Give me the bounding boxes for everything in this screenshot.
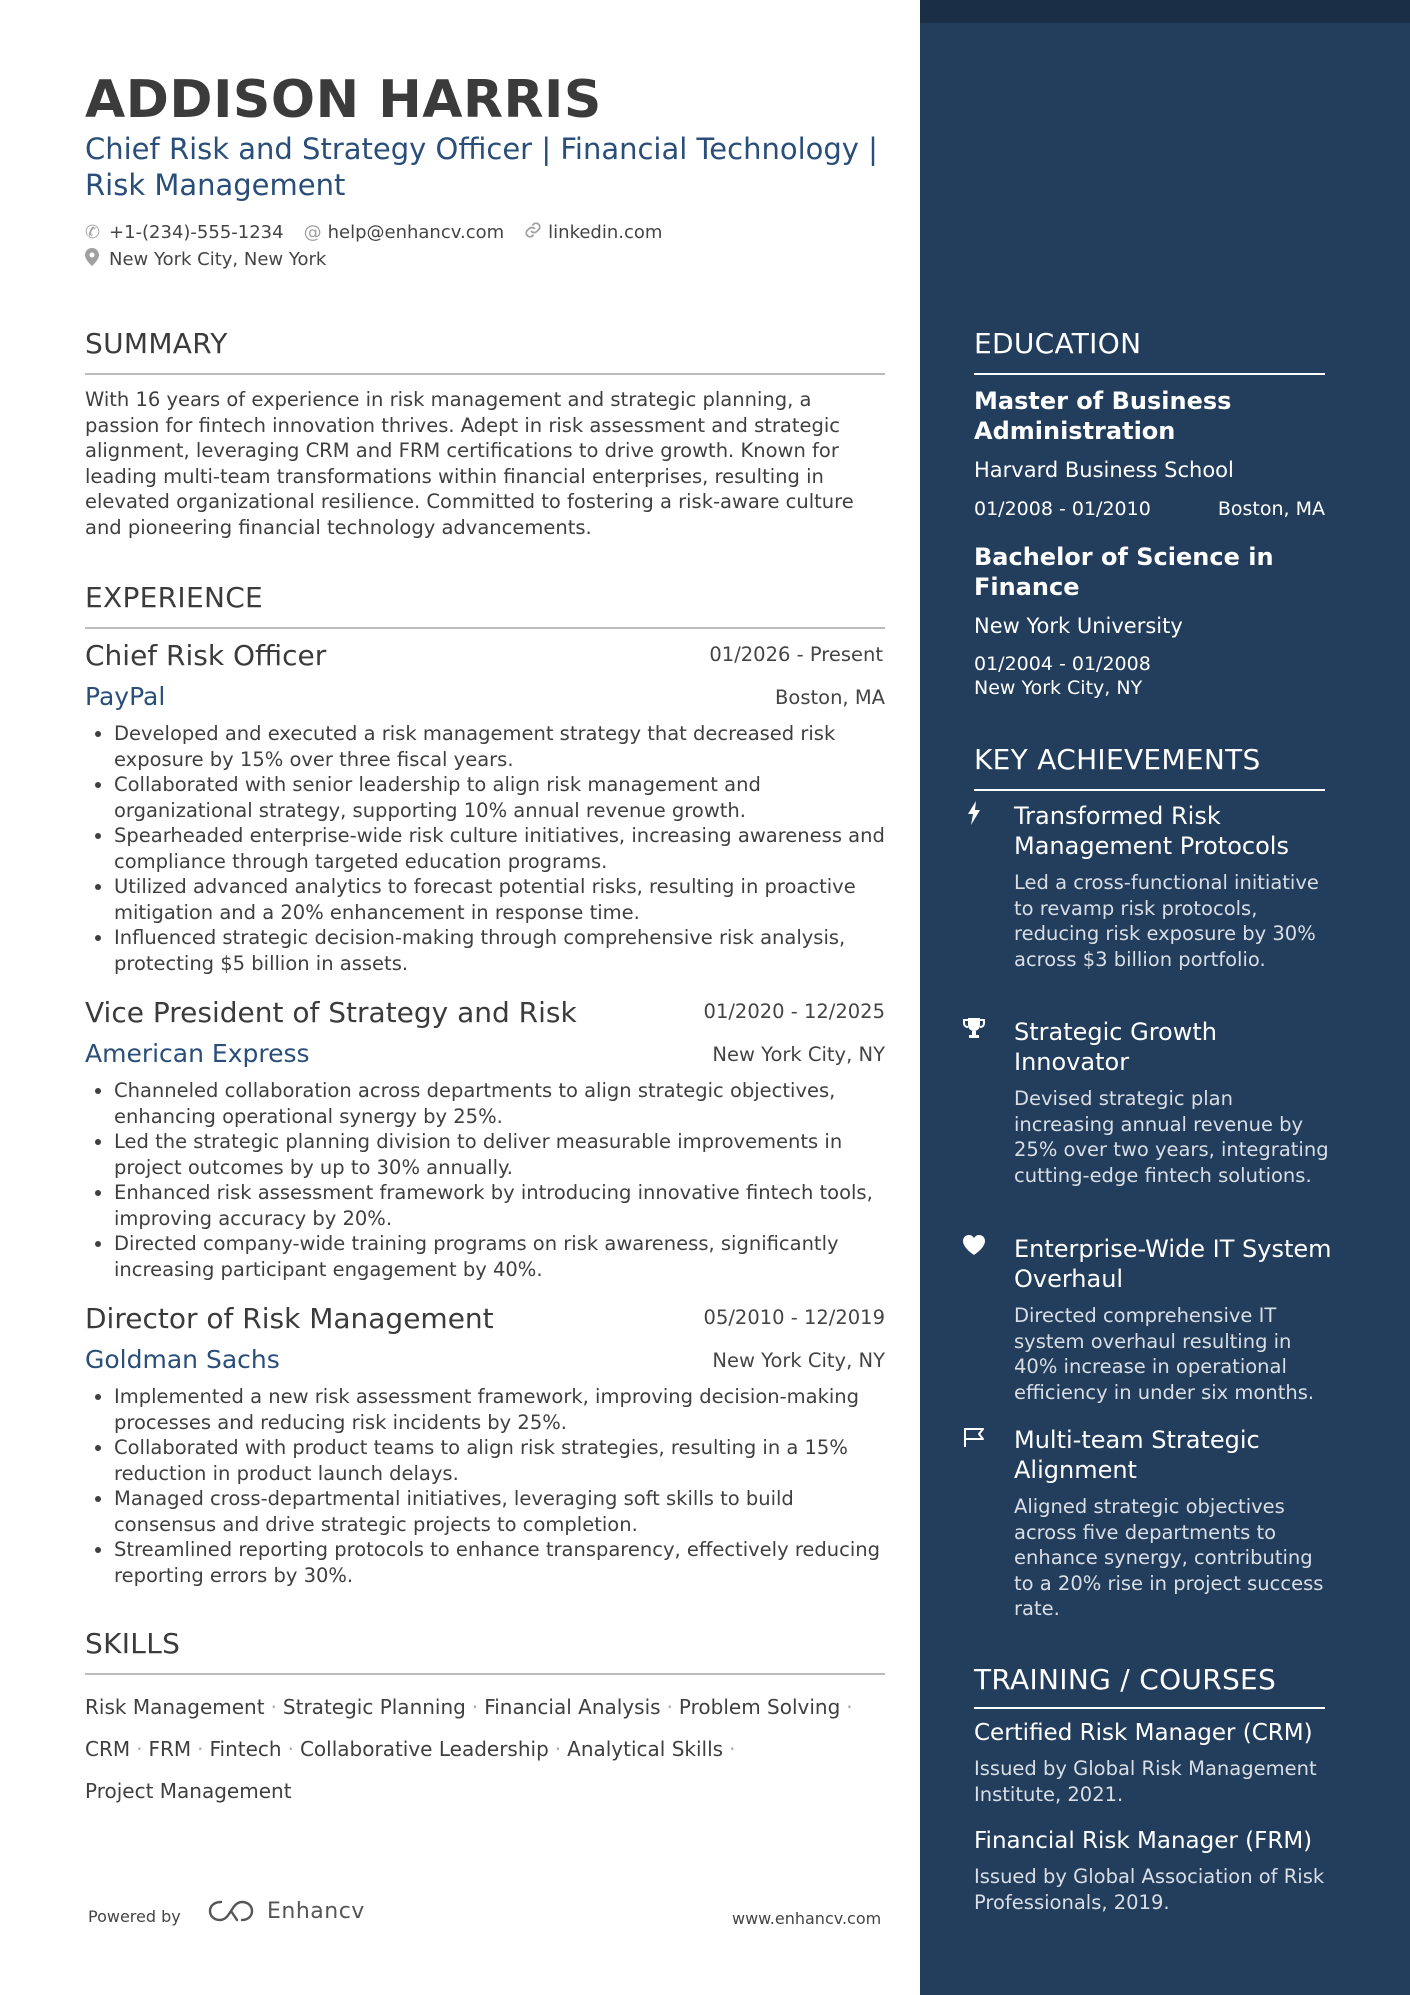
separator: · xyxy=(729,1737,736,1761)
achievements-heading: KEY ACHIEVEMENTS xyxy=(974,743,1261,776)
job-title: Chief Risk Officer xyxy=(85,639,327,672)
company-name: Goldman Sachs xyxy=(85,1345,280,1374)
skill-tag: CRM xyxy=(85,1737,131,1761)
separator: · xyxy=(554,1737,562,1761)
experience-heading: EXPERIENCE xyxy=(85,581,264,614)
skill-tag: Collaborative Leadership xyxy=(299,1737,549,1761)
phone-text: +1-(234)-555-1234 xyxy=(109,222,284,243)
summary-text: With 16 years of experience in risk management and strategic planning, a passion for fintech innovation thrives. Adept in risk assessment and strategic alignment, leveraging CRM and FRM certifications to drive growth. Known for leading multi-team transformations within financial enterprises, resulting in elevated organizational resilience. Committed to fostering a risk-aware culture and pioneering financial technology advancements. xyxy=(85,388,854,539)
enhancv-logo-text: Enhancv xyxy=(267,1898,365,1924)
powered-by-label: Powered by xyxy=(88,1907,181,1926)
skills-heading: SKILLS xyxy=(85,1627,181,1660)
skill-tag: FRM xyxy=(148,1737,192,1761)
contact-info xyxy=(85,219,682,273)
achievement-description: Devised strategic plan increasing annual revenue by 25% over two years, integrating cutting-edge fintech solutions. xyxy=(1014,1087,1329,1187)
course-description: Issued by Global Association of Risk Professionals, 2019. xyxy=(974,1865,1325,1914)
enhancv-logo[interactable] xyxy=(207,1898,365,1924)
list-item: • Utilized advanced analytics to forecast potential risks, resulting in proactive mitigation and a 20% enhancement in response time. xyxy=(114,874,886,925)
separator: · xyxy=(846,1695,853,1719)
skill-tag: Financial Analysis xyxy=(484,1695,661,1719)
job-title: Director of Risk Management xyxy=(85,1302,494,1335)
list-item: • Led the strategic planning division to deliver measurable improvements in project outcomes by up to 30% annually. xyxy=(114,1129,886,1180)
achievement-description: Aligned strategic objectives across five departments to enhance synergy, contributing to a 20% rise in project success rate. xyxy=(1014,1495,1324,1620)
sidebar-top-bar xyxy=(920,0,1410,23)
phone-icon: ✆ xyxy=(85,222,101,243)
separator: · xyxy=(471,1695,479,1719)
achievements-divider xyxy=(974,789,1325,791)
achievement-title: Strategic Growth Innovator xyxy=(1014,1018,1217,1076)
education-dates: 01/2004 - 01/2008 xyxy=(974,653,1151,675)
at-icon: @ xyxy=(303,222,322,243)
achievement-title: Enterprise-Wide IT System Overhaul xyxy=(1014,1235,1332,1293)
linkedin-text[interactable]: linkedin.com xyxy=(548,222,663,243)
achievement-description: Directed comprehensive IT system overhaul resulting in 40% increase in operational efficiency in under six months. xyxy=(1014,1304,1315,1404)
job-location: New York City, NY xyxy=(712,1043,885,1066)
school-name: Harvard Business School xyxy=(974,458,1234,482)
skill-tag: Project Management xyxy=(85,1779,292,1803)
heart-icon xyxy=(960,1234,988,1261)
separator: · xyxy=(270,1695,277,1719)
company-name: American Express xyxy=(85,1039,310,1068)
skill-tag: Strategic Planning xyxy=(282,1695,466,1719)
list-item: • Developed and executed a risk management strategy that decreased risk exposure by 15% over three fiscal years. xyxy=(114,721,886,772)
achievement-title: Transformed Risk Management Protocols xyxy=(1014,802,1289,860)
lightning-icon xyxy=(960,801,988,830)
separator: · xyxy=(666,1695,673,1719)
list-item: • Streamlined reporting protocols to enhance transparency, effectively reducing reporting errors by 30%. xyxy=(114,1537,886,1588)
achievement-title: Multi-team Strategic Alignment xyxy=(1014,1426,1260,1484)
contact-email[interactable] xyxy=(304,222,505,243)
list-item: • Enhanced risk assessment framework by introducing innovative fintech tools, improving accuracy by 20%. xyxy=(114,1180,886,1231)
separator: · xyxy=(287,1737,294,1761)
skill-tag: Analytical Skills xyxy=(567,1737,724,1761)
training-heading: TRAINING / COURSES xyxy=(974,1663,1277,1696)
list-item: • Collaborated with product teams to align risk strategies, resulting in a 15% reduction in product launch delays. xyxy=(114,1435,886,1486)
experience-divider xyxy=(85,627,885,629)
email-text[interactable]: help@enhancv.com xyxy=(327,222,505,243)
sidebar xyxy=(920,0,1410,1995)
contact-location xyxy=(85,248,326,271)
education-heading: EDUCATION xyxy=(974,327,1142,360)
course-title: Financial Risk Manager (FRM) xyxy=(974,1828,1313,1854)
flag-icon xyxy=(960,1426,988,1453)
summary-divider xyxy=(85,373,885,375)
job-bullets xyxy=(86,1078,886,1282)
candidate-headline: Chief Risk and Strategy Officer | Financial Technology | Risk Management xyxy=(85,132,878,202)
skill-tag: Fintech xyxy=(209,1737,282,1761)
job-title: Vice President of Strategy and Risk xyxy=(85,996,577,1029)
skill-tag: Problem Solving xyxy=(678,1695,841,1719)
degree-title: Bachelor of Science in Finance xyxy=(974,543,1274,601)
course-title: Certified Risk Manager (CRM) xyxy=(974,1720,1313,1746)
course-description: Issued by Global Risk Management Institute, 2021. xyxy=(974,1757,1317,1806)
list-item: • Collaborated with senior leadership to align risk management and organizational strategy, supporting 10% annual revenue growth. xyxy=(114,772,886,823)
trophy-icon xyxy=(960,1017,988,1044)
candidate-name: ADDISON HARRIS xyxy=(85,70,602,130)
location-pin-icon xyxy=(85,248,109,271)
achievement-description: Led a cross-functional initiative to revamp risk protocols, reducing risk exposure by 30% across $3 billion portfolio. xyxy=(1014,871,1319,971)
list-item: • Spearheaded enterprise-wide risk culture initiatives, increasing awareness and compliance through targeted education programs. xyxy=(114,823,886,874)
enhancv-logo-icon xyxy=(207,1898,255,1924)
education-divider xyxy=(974,373,1325,375)
job-dates: 05/2010 - 12/2019 xyxy=(703,1306,885,1329)
website-link[interactable]: www.enhancv.com xyxy=(732,1909,882,1928)
contact-phone xyxy=(85,222,284,243)
contact-linkedin[interactable] xyxy=(524,221,662,244)
list-item: • Implemented a new risk assessment framework, improving decision-making processes and reducing risk incidents by 25%. xyxy=(114,1384,886,1435)
skills-divider xyxy=(85,1673,885,1675)
skill-tag: Risk Management xyxy=(85,1695,265,1719)
job-dates: 01/2026 - Present xyxy=(709,643,883,666)
location-text: New York City, New York xyxy=(109,249,327,270)
job-bullets xyxy=(86,721,886,976)
job-location: Boston, MA xyxy=(775,686,885,709)
separator: · xyxy=(197,1737,204,1761)
training-divider xyxy=(974,1707,1325,1709)
summary-heading: SUMMARY xyxy=(85,327,228,360)
company-name: PayPal xyxy=(85,682,166,711)
job-bullets xyxy=(86,1384,886,1588)
education-dates: 01/2008 - 01/2010 xyxy=(974,498,1151,520)
education-location: Boston, MA xyxy=(1217,498,1325,520)
link-icon xyxy=(524,221,548,244)
job-dates: 01/2020 - 12/2025 xyxy=(703,1000,885,1023)
school-name: New York University xyxy=(974,614,1183,638)
list-item: • Directed company-wide training programs on risk awareness, significantly increasing participant engagement by 40%. xyxy=(114,1231,886,1282)
skills-list xyxy=(85,1686,885,1812)
list-item: • Managed cross-departmental initiatives, leveraging soft skills to build consensus and drive strategic projects to completion. xyxy=(114,1486,886,1537)
degree-title: Master of Business Administration xyxy=(974,387,1232,445)
list-item: • Influenced strategic decision-making through comprehensive risk analysis, protecting $5 billion in assets. xyxy=(114,925,886,976)
list-item: • Channeled collaboration across departments to align strategic objectives, enhancing operational synergy by 25%. xyxy=(114,1078,886,1129)
job-location: New York City, NY xyxy=(712,1349,885,1372)
separator: · xyxy=(136,1737,143,1761)
education-location: New York City, NY xyxy=(974,677,1143,699)
